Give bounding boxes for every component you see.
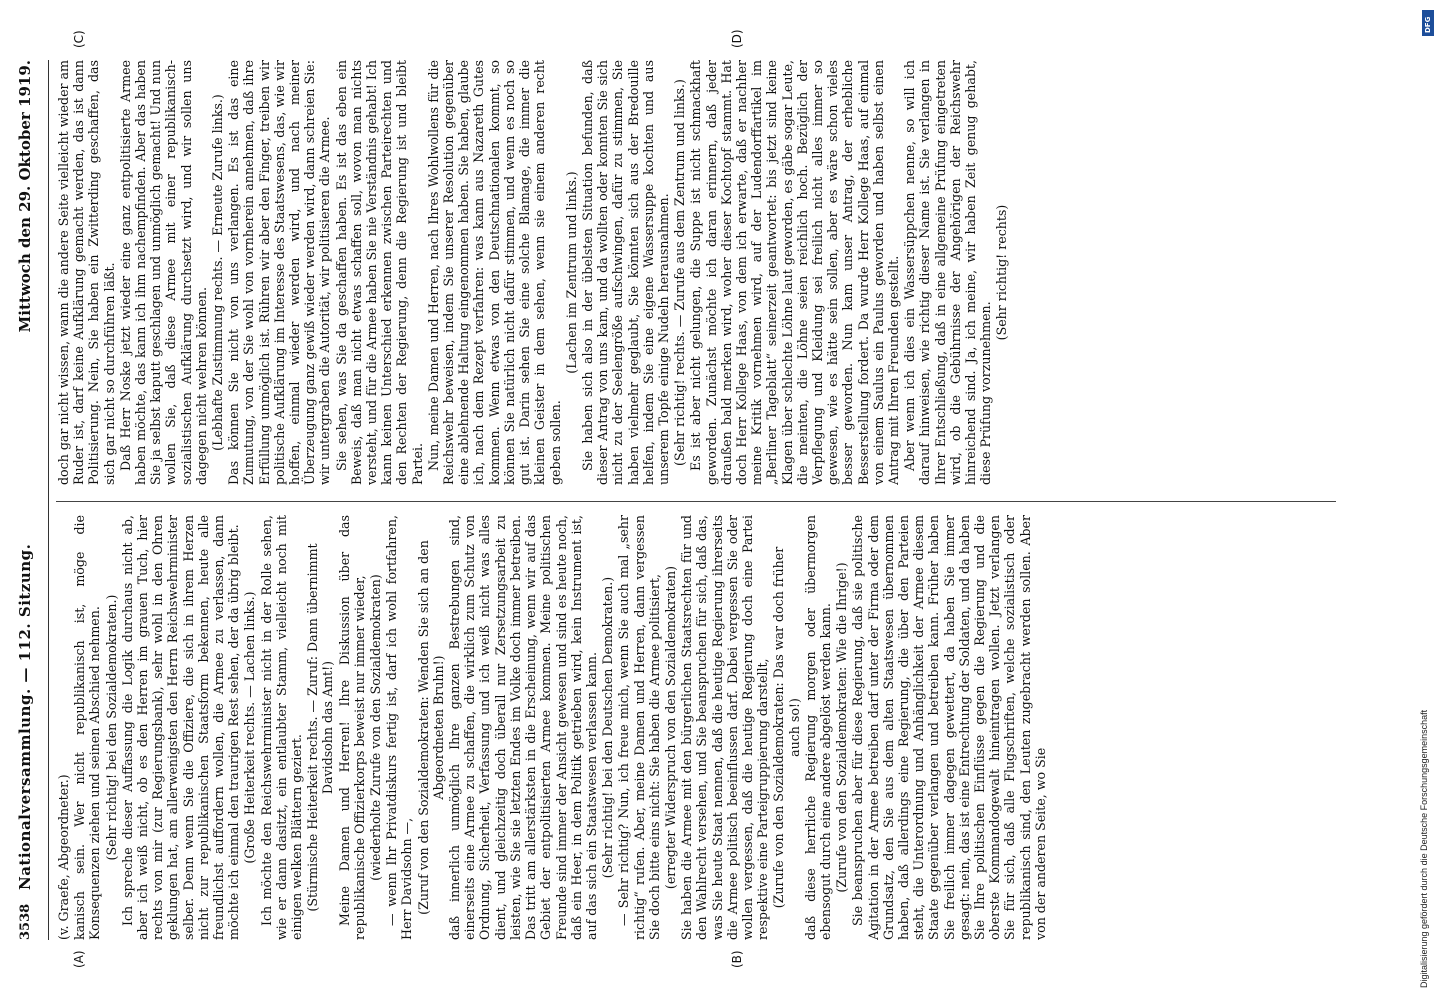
paragraph: daß innerlich unmöglich Ihre ganzen Bestrebungen sind, einerseits eine Armee zu schaffen, die wirklich zum Schutz von Ordnung, Sicherheit, Verfassung und ich weiß nicht was alles dient, und gleichzeitig doch überall nur Zersetzungsarbeit zu leisten, wie Sie sie letzten Endes im Volke doch immer betreiben. Das tritt am allerstärksten in die Erscheinung, wenn wir auf das Gebiet der entpolitisierten Armee kommen. Meine politischen Freunde sind immer der Ansicht gewesen und sind es heute noch, daß ein Heer, in dem Politik getrieben wird, kein Instrument ist, auf das sich ein Staatswesen verlassen kann. bbox=[447, 515, 599, 940]
interjection: (Sehr richtig! bei den Sozialdemokraten.) bbox=[103, 594, 119, 861]
marker-d: (D) bbox=[730, 29, 744, 48]
interjection: (Große Heiterkeit rechts. — Lachen links.) bbox=[242, 591, 258, 864]
interjection: (wiederholte Zurufe von den Sozialdemokraten) bbox=[368, 574, 384, 881]
session-title: Nationalversammlung. — 112. Sitzung. bbox=[16, 543, 34, 890]
page-number: 3538 bbox=[18, 903, 33, 940]
paragraph: Sie haben die Armee mit den bürgerlichen Staatsrechten für und den Wahlrecht versehen, und Sie beanspruchen für sich, daß das, was Sie heute Staat nennen, daß die heutige Regierung ihrerseits die Armee politisch beeinflussen darf. Dabei vergessen Sie oder wollen vergessen, daß die heutige Regierung doch eine Partei respektive eine Parteigruppierung darstellt, bbox=[679, 515, 771, 940]
interjection: (Sehr richtig! bei den Deutschen Demokraten.) bbox=[600, 576, 616, 879]
speaker-line: (v. Graefe, Abgeordneter.) bbox=[56, 774, 71, 940]
paragraph: Sie beanspruchen aber für diese Regierung, daß sie politische Agitation in der Armee betreiben darf unter der Firma oder dem Grundsatz, den Sie aus dem alten Staatswesen übernommen haben, daß allerdings eine Regierung, die über den Parteien steht, die Unterordnung und Anhänglichkeit der Armee diesem Staate gegenüber verlangen und betreiben kann. Früher haben Sie freilich immer dagegen gewettert, da haben Sie immer gesagt: nein, das ist eine Entrechtung der Soldaten, und da haben Sie Ihre politischen Einflüsse gegen die Regierung und die oberste Kommandogewalt hineintragen wollen. Jetzt verlangen Sie für sich, daß alle Flugschriften, welche sozialistisch oder republikanisch sind, den Leuten zugebracht werden sollen. Aber von der anderen Seite, wo Sie bbox=[850, 515, 1048, 940]
interjection: (Zurufe von den Sozialdemokraten: Wie die Ihrige!) bbox=[834, 562, 850, 893]
interjection: (Sehr richtig! rechts. — Zurufe aus dem Zentrum und links.) bbox=[672, 79, 688, 466]
interjection: (erregter Widerspruch von den Sozialdemokraten) bbox=[662, 565, 678, 890]
paragraph: Das können Sie nicht von uns verlangen. Es ist das eine Zumutung, von der Sie wohl von vornherein annehmen, daß ihre Erfüllung unmöglich ist. Rühren wir aber den Finger, treiben wir politische Aufklärung im Interesse des Staatswesens, das, wie wir hoffen, einmal wieder werden wird, und nach meiner Überzeugung ganz gewiß wieder werden wird, dann schreien Sie: wir untergraben die Autorität, wir politisieren die Armee. bbox=[226, 60, 333, 485]
interjection: (Lebhafte Zustimmung rechts. — Erneute Zurufe links.) bbox=[210, 94, 226, 451]
paragraph: doch gar nicht wissen, wann die andere Seite vielleicht wieder am Ruder ist, darf keine Aufklärung gemacht werden, das ist dann Politisierung. Nein, Sie haben ein Zwitterding geschaffen, das sich gar nicht so durchführen läßt. bbox=[56, 60, 117, 485]
interjection: (Sehr richtig! rechts) bbox=[994, 204, 1010, 341]
paragraph: Nun, meine Damen und Herren, nach Ihres Wohlwollens für die Reichswehr beweisen, indem Sie unserer Resolution gegenüber eine ablehnende Haltung eingenommen haben. Sie haben, glaube ich, nach dem Rezept verfahren: was kann aus Nazareth Gutes kommen. Wenn etwas von den Deutschnationalen kommt, so können Sie natürlich nicht dafür stimmen, und wenn es noch so gut ist. Darin sehen Sie eine solche Blamage, die immer die kleinen Geister in dem sehen, wenn sie einem anderen recht geben sollen. bbox=[425, 60, 563, 485]
marker-a: (A) bbox=[72, 950, 86, 968]
page-header bbox=[8, 60, 48, 940]
dfg-logo: DFG bbox=[1422, 10, 1434, 36]
interjection: (Stürmische Heiterkeit rechts. — Zuruf: Dann übernimmt Davidsohn das Amt!) bbox=[305, 543, 336, 912]
left-column bbox=[56, 515, 1336, 940]
interjection: (Zuruf von den Sozialdemokraten: Wenden Sie sich an den Abgeordneten Bruhn!) bbox=[415, 540, 446, 915]
paragraph: daß diese herrliche Regierung morgen oder übermorgen ebensogut durch eine andere abgelöst werden kann. bbox=[802, 515, 833, 940]
interjection: (Lachen im Zentrum und links.) bbox=[563, 171, 579, 374]
column-divider bbox=[56, 501, 1336, 502]
paragraph: Aber wenn ich dies ein Wassersüppchen nenne, so will ich darauf hinweisen, wie richtig dieser Name ist. Sie verlangen in Ihrer Entschließung, daß in eine allgemeine Prüfung eingetreten wird, ob die Gebührnisse der Angehörigen der Reichswehr hinreichend sind. Ja, ich meine, wir haben Zeit genug gehabt, diese Prüfung vorzunehmen. bbox=[902, 60, 994, 485]
paragraph: kanisch sein. Wer nicht republikanisch ist, möge die Konsequenzen ziehen und seinen Abschied nehmen. bbox=[72, 515, 103, 940]
paragraph: Sie haben sich also in der übelsten Situation befunden, daß dieser Antrag von uns kam, und da wollten oder konnten Sie sich nicht zu der Seelengröße aufschwingen, dafür zu stimmen, Sie haben vielmehr geglaubt, Sie könnten sich aus der Bredouille helfen, indem Sie eine eigene Wassersuppe kochten und aus unserem Topfe einige Nudeln herausnahmen. bbox=[579, 60, 671, 485]
marker-c: (C) bbox=[72, 30, 86, 48]
paragraph: Es ist aber nicht gelungen, die Suppe ist nicht schmackhaft geworden. Zunächst möchte ich daran erinnern, daß jeder draußen bald merken wird, woher dieser Kochtopf stammt. Hat doch Herr Kollege Haas, von dem ich erwarte, daß er nachher meine Kritik vornehmen wird, auf der Ludendorffartikel im „Berliner Tageblatt“ seinerzeit geantwortet: bis jetzt sind keine Klagen über schlechte Löhne laut geworden, es gäbe sogar Leute, die meinten, die Löhne seien reichlich hoch. Bezüglich der Verpflegung und Kleidung sei freilich nicht alles immer so gewesen, wie es hätte sein sollen, aber es wäre schon vieles besser geworden. Nun kam unser Antrag, der erhebliche Besserstellung fordert. Da wurde Herr Kollege Haas, auf einmal von einem Saulus ein Paulus geworden und haben selbst einen Antrag mit Ihren Freunden gestellt. bbox=[688, 60, 901, 485]
header-rule bbox=[48, 60, 49, 940]
marker-b: (B) bbox=[730, 950, 744, 968]
paragraph: Ich spreche dieser Auffassung die Logik durchaus nicht ab, aber ich weiß nicht, ob es den Herren im grauen Tuch, hier rechts von mir (zur Regierungsbank), sehr wohl in den Ohren geklungen hat, am allerwenigsten den Herrn Reichswehrminister selber. Denn wenn Sie die Offiziere, die sich in ihrem Herzen nicht zur republikanischen Staatsform bekennen, heute alle freundlichst auffordern wollen, die Armee zu verlassen, dann möchte ich einmal den traurigen Rest sehen, der da übrig bleibt. bbox=[119, 515, 242, 940]
paragraph: — Sehr richtig? Nun, ich freue mich, wenn Sie auch mal „sehr richtig“ rufen. Aber, meine Damen und Herren, dann vergessen Sie doch bitte eins nicht: Sie haben die Armee politisiert, bbox=[616, 515, 662, 940]
right-column bbox=[56, 60, 1336, 485]
paragraph: Daß Herr Noske jetzt wieder eine ganz entpolitisierte Armee haben möchte, das kann ich ihm nachempfinden. Aber das haben Sie ja selbst kaputt geschlagen und unmöglich gemacht! Und nun wollen Sie, daß diese Armee mit einer republikanisch-sozialistischen Aufklärung durchsetzt wird, und wir sollen uns dagegen nicht wehren können. bbox=[117, 60, 209, 485]
paragraph: Sie sehen, was Sie da geschaffen haben. Es ist das eben ein Beweis, daß man nicht etwas schaffen soll, wovon man nichts versteht, und für die Armee haben Sie nie Verständnis gehabt! Ich kann keinen Unterschied erkennen zwischen Parteirechten und den Rechten der Regierung, denn die Regierung ist und bleibt Partei. bbox=[333, 60, 425, 485]
digitization-credit: Digitalisierung gefördert durch die Deutsche Forschungsgemeinschaft bbox=[1419, 709, 1429, 988]
paragraph: Ich möchte den Reichswehrminister nicht in der Rolle sehen, wie er dann dasitzt, ein entlaubter Stamm, vielleicht noch mit einigen welken Blättern geziert. bbox=[258, 515, 305, 940]
paragraph: — wenn Ihr Privatdiskurs fertig ist, darf ich wohl fortfahren, Herr Davidsohn —, bbox=[384, 515, 415, 940]
session-date: Mittwoch den 29. Oktober 1919. bbox=[16, 60, 34, 333]
paragraph: Meine Damen und Herren! Ihre Diskussion über das republikanische Offizierkorps beweist nur immer wieder, bbox=[336, 515, 367, 940]
interjection: (Zurufe von den Sozialdemokraten: Das war doch früher auch so!) bbox=[771, 546, 802, 909]
